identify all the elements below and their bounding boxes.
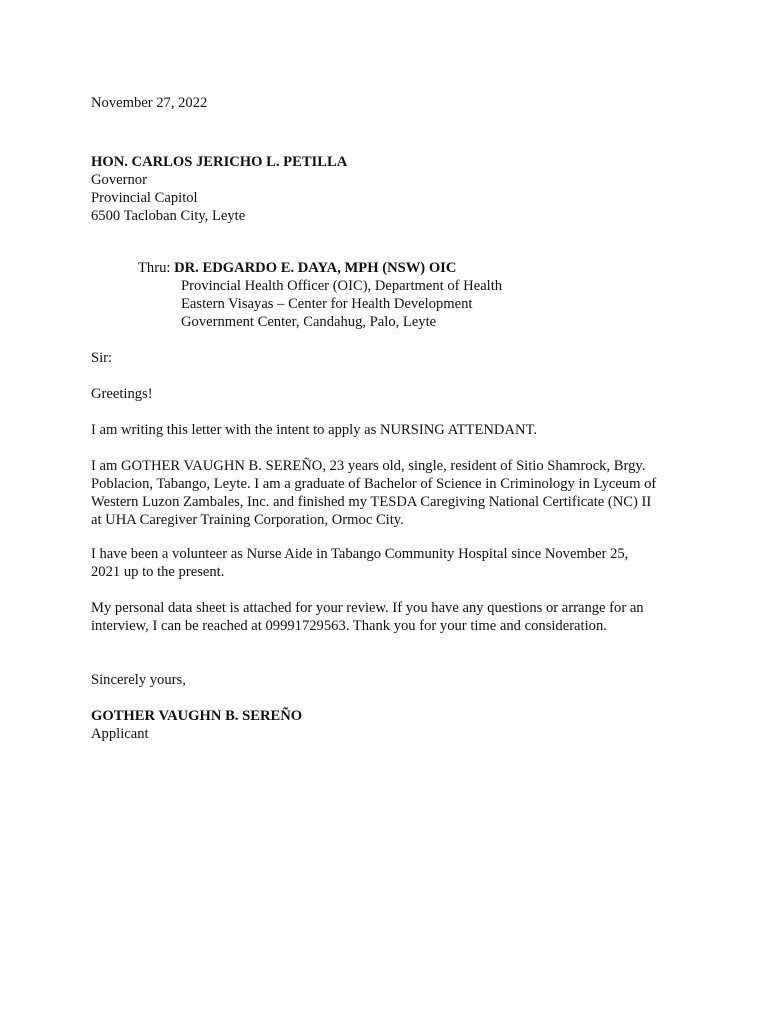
signatory-role: Applicant (91, 726, 149, 742)
thru-position: Provincial Health Officer (OIC), Department of Health (181, 278, 503, 294)
thru-name: DR. EDGARDO E. DAYA, MPH (NSW) OIC (174, 260, 457, 276)
thru-first-line (138, 259, 738, 277)
recipient-name: HON. CARLOS JERICHO L. PETILLA (91, 154, 348, 170)
signatory-name: GOTHER VAUGHN B. SEREÑO (91, 708, 303, 724)
paragraph-contact (91, 599, 691, 635)
paragraph-experience (91, 545, 691, 581)
paragraph-line: My personal data sheet is attached for your review. If you have any questions or arrange for an (91, 600, 644, 616)
thru-address: Government Center, Candahug, Palo, Leyte (181, 314, 437, 330)
paragraph-line: at UHA Caregiver Training Corporation, Ormoc City. (91, 512, 404, 528)
letter-date: November 27, 2022 (91, 95, 208, 111)
recipient-address: 6500 Tacloban City, Leyte (91, 208, 246, 224)
paragraph-line: interview, I can be reached at 09991729563. Thank you for your time and consideration. (91, 618, 607, 634)
recipient-office: Provincial Capitol (91, 190, 198, 206)
paragraph-line: I am GOTHER VAUGHN B. SEREÑO, 23 years old, single, resident of Sitio Shamrock, Brgy. (91, 458, 646, 474)
closing: Sincerely yours, (91, 672, 186, 688)
paragraph-line: Western Luzon Zambales, Inc. and finished my TESDA Caregiving National Certificate (NC) II (91, 494, 652, 510)
paragraph-line: Poblacion, Tabango, Leyte. I am a graduate of Bachelor of Science in Criminology in Lyceum of (91, 476, 657, 492)
thru-label: Thru: (138, 260, 171, 276)
recipient-block (91, 153, 691, 225)
greeting: Greetings! (91, 386, 153, 402)
signature-block (91, 707, 691, 743)
paragraph-background (91, 457, 691, 529)
thru-block (138, 259, 738, 331)
thru-office: Eastern Visayas – Center for Health Development (181, 296, 473, 312)
paragraph-line: 2021 up to the present. (91, 564, 225, 580)
salutation: Sir: (91, 350, 113, 366)
paragraph-intent: I am writing this letter with the intent to apply as NURSING ATTENDANT. (91, 422, 537, 438)
recipient-title: Governor (91, 172, 147, 188)
paragraph-line: I have been a volunteer as Nurse Aide in Tabango Community Hospital since November 25, (91, 546, 629, 562)
